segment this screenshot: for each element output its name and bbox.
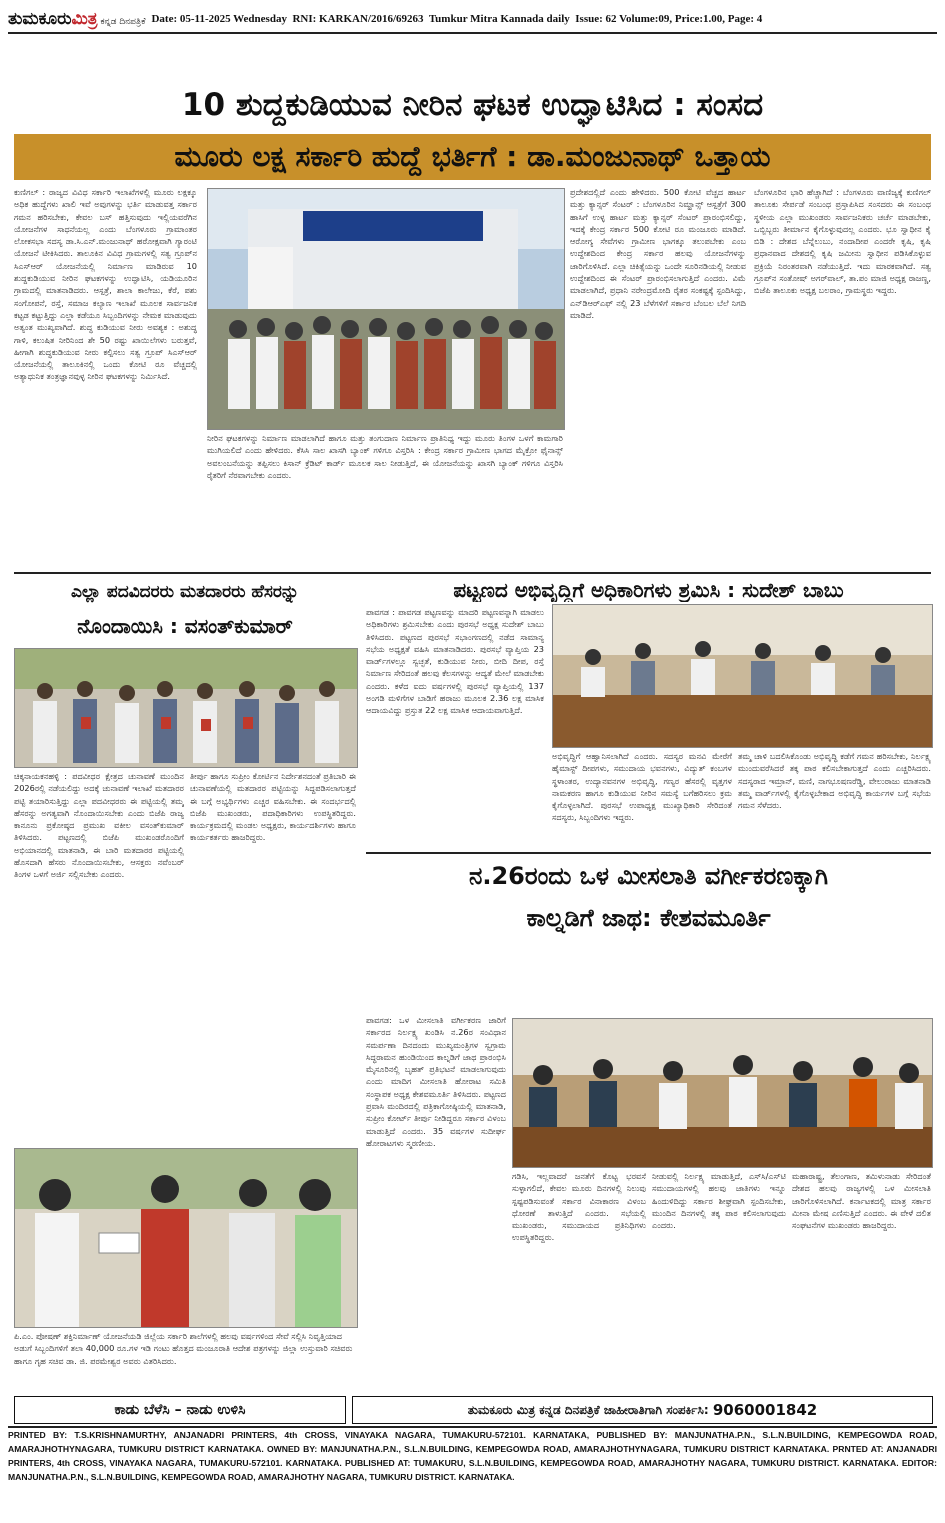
story2-headline-line1: ಎಲ್ಲಾ ಪದವಿದರರು ಮತದಾರರು ಹೆಸರನ್ನು [70, 582, 300, 602]
ad-text: ತುಮಕೂರು ಮಿತ್ರ ಕನ್ನಡ ದಿನಪತ್ರಿಕೆ ಜಾಹೀರಾತಿಗಾಗಿ ಸಂಪರ್ಕಿಸಿ: [467, 1402, 709, 1417]
story4-col2 [512, 1170, 646, 1390]
cheque-distribution-photo [14, 1148, 358, 1328]
story1-text-3: ಪ್ರದೇಶದಲ್ಲಿದೆ ಎಂದು ಹೇಳಿದರು. 500 ಕೋಟಿ ವೆಚ್ಚದ ಹಾರ್ಟ ಮತ್ತು ಕ್ಯಾನ್ಸರ್ ಸೆಂಟರ್ : ಬೆಂಗಳೂರಿನ ನಿಮ್ಹಾನ್ಸ್ ಆಸ್ಪತ್ರೆಗೆ 300 ಹಾಸಿಗೆ ಉಳ್ಳ ಹಾರ್ಟ ಮತ್ತು ಕ್ಯಾನ್ಸರ್ ಸೆಂಟರ್ ಪ್ರಾರಂಭಿಸಲಿದ್ದು, ಇದಕ್ಕೆ ಕೇಂದ್ರ ಸರ್ಕಾರ 500 ಕೋಟಿ ರೂ ಮಂಜೂರು ಮಾಡಿದೆ. ಆರೋಗ್ಯ ಸೇವೆಗಳು ಗ್ರಾಮೀಣ ಭಾಗಕ್ಕೂ ತಲುಪಬೇಕು ಎಂಬ ಉದ್ದೇಶದಿಂದ ಕೇಂದ್ರ ಸರ್ಕಾರ ಹಲವು ಯೋಜನೆಗಳನ್ನು ಜಾರಿಗೊಳಿಸಿದೆ. ಎಲ್ಲಾ ಚಿಕಿತ್ಸೆಯನ್ನು ಒಂದೇ ಸೂರಿನಡಿಯಲ್ಲಿ ನೀಡುವ ಉದ್ದೇಶದಿಂದ ಈ ಸೆಂಟರ್ ಪ್ರಾರಂಭಿಸಲಾಗುತ್ತಿದೆ ಎಂದರು. ವಿಮೆ ಮಾಡಲಾಗಿದೆ, ಪ್ರಧಾನಿ ನರೇಂದ್ರಮೋದಿ ರೈತರ ಸಂಕಷ್ಟಕ್ಕೆ ಸ್ಪಂದಿಸಿದ್ದು, ಎನ್‌ಡಿಆರ್‌ಎಫ್ ನಲ್ಲಿ 23 ಬೆಳೆಗಳಿಗೆ ಸರ್ಕಾರ ಬೆಂಬಲ ಬೆಲೆ ನಿಗದಿ ಮಾಡಿದೆ. [570, 187, 746, 320]
meeting-photo [552, 604, 933, 748]
story1-col3 [570, 186, 746, 568]
story4-headline-line2: ಕಾಲ್ನಡಿಗೆ ಜಾಥ: ಕೇಶವಮೂರ್ತಿ [526, 904, 771, 932]
story4-col4 [792, 1170, 931, 1390]
press-meet-photo [512, 1018, 933, 1168]
masthead-info [151, 13, 762, 25]
issue-date: Date: 05-11-2025 Wednesday [151, 13, 287, 25]
cheque-distribution-caption [14, 1330, 356, 1390]
imprint-line: PRINTED BY: T.S.KRISHNAMURTHY, ANJANADRI PRINTERS, 4th CROSS, VINAYAKA NAGARA, TUMAKURU-572101. KARNATAKA, PUBLISHED BY: MANJUNATHA.P.N., S.L.N.BUILDING, KEMPEGOWDA ROAD, AMARAJHOTHYNAGARA, TUMKURU DISTRICT KARNATAKA. OWNED BY: MANJUNATHA.P.N., S.L.N.BUILDING, KEMPEGOWDA ROAD, AMARAJHOTHYNAGARA, TUMKURU DISTRICT KARNATAKA. PRNTED AT: ANJANADRI PRINTERS, 4th CROSS, VINAYAKA NAGARA, TUMAKURU-572101. KARNATAKA. PUBLISHED AT: TUMAKURU, S.L.N.BUILDING, KEMPEGOWDA ROAD, AMARAJHOTHY NAGARA, TUMKURU DISTRICT. KARNATAKA. EDITOR: MANJUNATHA.P.N., S.L.N.BUILDING, KEMPEGOWDA ROAD, AMARAJHOTHY NAGARA, TUMKURU DISTRICT. KARNATAKA. [8, 1430, 937, 1482]
story1-text-2: ನೀರಿನ ಘಟಕಗಳನ್ನು ನಿರ್ಮಾಣ ಮಾಡಲಾಗಿದೆ ಹಾಗೂ ಮತ್ತು ತಂಗುದಾಣ ನಿರ್ಮಾಣ ಪ್ರಾತಿನಿಧ್ಯ ಇದ್ದು ಮೂರು ತಿಂಗಳ ಒಳಗೆ ಕಾಮಗಾರಿ ಮುಗಿಯಲಿದೆ ಎಂದು ಹೇಳಿದರು. ಕೆಸಿಸಿ ಸಾಲ ಖಾಸಗಿ ಬ್ಯಾಂಕ್ ಗಳಿಗೂ ವಿಸ್ತರಿಸಿ : ಕೇಂದ್ರ ಸರ್ಕಾರ ಗ್ರಾಮೀಣ ಭಾಗದ ಮೈಕ್ರೋ ಫೈನಾನ್ಸ್ ಅವಲಂಬನೆಯನ್ನು ತಪ್ಪಿಸಲು ಕಿಸಾನ್ ಕ್ರೆಡಿಟ್ ಕಾರ್ಡ್ ಮೂಲಕ ಸಾಲ ನೀಡುತ್ತಿದೆ, ಈ ಯೋಜನೆಯನ್ನು ಖಾಸಗಿ ಬ್ಯಾಂಕ್ ಗಳಿಗೂ ವಿಸ್ತರಿಸಿ ರೈತರಿಗೆ ನೆರವಾಗಬೇಕು ಎಂದರು. [207, 433, 563, 480]
story1-headline: 10 ಶುದ್ದಕುಡಿಯುವ ನೀರಿನ ಘಟಕ ಉದ್ಘಾಟಿಸಿದ : ಸಂಸದ [181, 87, 764, 123]
divider-1 [14, 572, 931, 574]
story3-headline: ಪಟ್ಟಣದ ಅಭಿವೃದ್ಧಿಗೆ ಅಧಿಕಾರಿಗಳು ಶ್ರಮಿಸಿ : ಸುದೇಶ್ ಬಾಬು [453, 578, 844, 602]
story1-col1 [14, 186, 197, 568]
story3-col1 [366, 606, 544, 849]
volume-number: Volume:09, [619, 13, 673, 25]
logo-main: ತುಮಕೂರು [8, 9, 72, 29]
story5-caption: ಪಿ.ಎಂ. ಪೋಷಣ್ ಶಕ್ತಿನಿರ್ಮಾಣ್ ಯೋಜನೆಯಡಿ ಜಿಲ್ಲೆಯ ಸರ್ಕಾರಿ ಶಾಲೆಗಳಲ್ಲಿ ಹಲವು ವರ್ಷಗಳಿಂದ ಸೇವೆ ಸಲ್ಲಿಸಿ ನಿವೃತ್ತಿಯಾದ ಅಡುಗೆ ಸಿಬ್ಬಂದಿಗಳಿಗೆ ತಲಾ 40,000 ರೂ.ಗಳ ಇಡಿ ಗಂಟು ಹೊತ್ತದ ಮಂಜೂರಾತಿ ಆದೇಶ ಪತ್ರಗಳನ್ನು ಜಿಲ್ಲಾ ಉಸ್ತುವಾರಿ ಸಚಿವರು ಹಾಗೂ ಗೃಹ ಸಚಿವ ಡಾ. ಜಿ. ಪರಮೇಶ್ವರ ಅವರು ವಿತರಿಸಿದರು. [14, 1331, 353, 1366]
voter-campaign-photo-illustration [15, 649, 357, 767]
story4-text-4: ಮಹಾರಾಷ್ಟ್ರ, ತೆಲಂಗಾಣ, ತಮಿಳುನಾಡು ಸೇರಿದಂತೆ ದೇಶದ ಹಲವು ರಾಜ್ಯಗಳಲ್ಲಿ ಒಳ ಮೀಸಲಾತಿ ಜಾರಿಗೊಳಿಸಲಾಗಿದೆ. ಕರ್ನಾಟಕದಲ್ಲಿ ಮಾತ್ರ ಸರ್ಕಾರ ಮೀನಾ ಮೇಷ ಎಣಿಸುತ್ತಿದೆ ಎಂದರು. ಈ ವೇಳೆ ದಲಿತ ಸಂಘಟನೆಗಳ ಮುಖಂಡರು ಹಾಜರಿದ್ದರು. [792, 1171, 931, 1231]
story3-text-1: ಪಾವಗಡ : ಪಾವಗಡ ಪಟ್ಟಣವನ್ನು ಮಾದರಿ ಪಟ್ಟಣವನ್ನಾಗಿ ಮಾಡಲು ಅಧಿಕಾರಿಗಳು ಶ್ರಮಿಸಬೇಕು ಎಂದು ಪುರಸಭೆ ಅಧ್ಯಕ್ಷ ಸುದೇಶ್ ಬಾಬು ತಿಳಿಸಿದರು. ಪಟ್ಟಣದ ಪುರಸಭೆ ಸಭಾಂಗಣದಲ್ಲಿ ನಡೆದ ಸಾಮಾನ್ಯ ಸಭೆಯ ಅಧ್ಯಕ್ಷತೆ ವಹಿಸಿ ಮಾತನಾಡಿದರು. ಪುರಸಭೆ ವ್ಯಾಪ್ತಿಯ 23 ವಾರ್ಡ್‌ಗಳಲ್ಲೂ ಸ್ವಚ್ಛತೆ, ಕುಡಿಯುವ ನೀರು, ಬೀದಿ ದೀಪ, ರಸ್ತೆ ನಿರ್ಮಾಣ ಸೇರಿದಂತೆ ಹಲವು ಕೆಲಸಗಳನ್ನು ಆದ್ಯತೆ ಮೇಲೆ ಮಾಡಬೇಕು ಎಂದರು. ಕಳೆದ ಐದು ವರ್ಷಗಳಲ್ಲಿ ಪುರಸಭೆ ವ್ಯಾಪ್ತಿಯಲ್ಲಿ 137 ಅಂಗಡಿ ಮಳಿಗೆಗಳ ಬಾಡಿಗೆ ಹರಾಜು ಮೂಲಕ 2.36 ಲಕ್ಷ ಮಾಸಿಕ ಆದಾಯವಿದ್ದು ಪ್ರಸ್ತುತ 22 ಲಕ್ಷ ಮಾಸಿಕ ಆದಾಯವಾಗುತ್ತಿದೆ. [366, 607, 544, 716]
issue-number: Issue: 62 [575, 13, 617, 25]
story2-text-2: ತೀರ್ಪು ಹಾಗೂ ಸುಪ್ರೀಂ ಕೋರ್ಟಿನ ನಿರ್ದೇಶನದಂತೆ ಪ್ರತಿಬಾರಿ ಈ ಚುನಾವಣೆಯಲ್ಲಿ ಮತದಾರರ ಪಟ್ಟಿಯನ್ನು ಸಿದ್ದಪಡಿಸಲಾಗುತ್ತದೆ ಈ ಬಗ್ಗೆ ಅಭ್ಯರ್ಥಿಗಳು ಎಚ್ಚರ ವಹಿಸಬೇಕು. ಈ ಸಂದರ್ಭದಲ್ಲಿ ಬಿಜೆಪಿ ಮುಖಂಡರು, ಪದಾಧಿಕಾರಿಗಳು ಉಪಸ್ಥಿತರಿದ್ದರು. ಕಾರ್ಯಕ್ರಮದಲ್ಲಿ ಮಂಡಲ ಅಧ್ಯಕ್ಷರು, ಕಾರ್ಯದರ್ಶಿಗಳು ಹಾಗೂ ಕಾರ್ಯಕರ್ತರು ಹಾಜರಿದ್ದರು. [190, 771, 356, 843]
slogan-text: ಕಾಡು ಬೆಳೆಸಿ – ನಾಡು ಉಳಿಸಿ [114, 1402, 246, 1418]
story2-col1 [14, 770, 184, 1144]
story1-col2 [207, 432, 563, 568]
press-meet-photo-illustration [513, 1019, 932, 1167]
slogan-box [14, 1396, 346, 1424]
story2-headline-line2: ನೊಂದಾಯಿಸಿ : ವಸಂತ್‌ಕುಮಾರ್ [77, 614, 293, 638]
story2-text-1: ಚಿಕ್ಕನಾಯಕನಹಳ್ಳಿ : ಪದವೀಧರ ಕ್ಷೇತ್ರದ ಚುನಾವಣೆ ಮುಂದಿನ 2026ರಲ್ಲಿ ನಡೆಯಲಿದ್ದು ಅದಕ್ಕೆ ಚುನಾವಣೆ ಇಲಾಖೆ ಮತದಾರರ ಪಟ್ಟಿ ತಯಾರಿಸುತ್ತಿದ್ದು ಎಲ್ಲಾ ಪದವೀಧರರು ಈ ಪಟ್ಟಿಯಲ್ಲಿ ತಮ್ಮ ಹೆಸರನ್ನು ಅಗತ್ಯವಾಗಿ ನೊಂದಾಯಿಸಬೇಕು ಎಂದು ಬಿಜೆಪಿ ರಾಜ್ಯ ಕಾನೂನು ಪ್ರಕೋಷ್ಠದ ಪ್ರಮುಖ ವಕೀಲ ವಸಂತ್‌ಕುಮಾರ್ ತಿಳಿಸಿದರು. ಪಟ್ಟಣದಲ್ಲಿ ಬಿಜೆಪಿ ಮುಖಂಡರೊಂದಿಗೆ ಅಭಿಯಾನದಲ್ಲಿ ಮಾತನಾಡಿ, ಈ ಬಾರಿ ಮತದಾರರ ಪಟ್ಟಿಯಲ್ಲಿ ಹೊಸದಾಗಿ ಹೆಸರು ನೊಂದಾಯಿಸಬೇಕು, ಆಸಕ್ತರು ನವೆಂಬರ್ ತಿಂಗಳ ಒಳಗೆ ಅರ್ಜಿ ಸಲ್ಲಿಸಬೇಕು ಎಂದರು. [14, 771, 184, 880]
ad-box [352, 1396, 933, 1424]
story4-col3 [652, 1170, 786, 1390]
voter-campaign-photo [14, 648, 358, 768]
rni-number: RNI: KARKAN/2016/69263 [292, 13, 424, 25]
story1-text-1: ಕುಣಿಗಲ್ : ರಾಜ್ಯದ ವಿವಿಧ ಸರ್ಕಾರಿ ಇಲಾಖೆಗಳಲ್ಲಿ ಮೂರು ಲಕ್ಷಕ್ಕೂ ಅಧಿಕ ಹುದ್ದೆಗಳು ಖಾಲಿ ಇವೆ ಅವುಗಳನ್ನು ಭರ್ತಿ ಮಾಡುವತ್ತ ಸರ್ಕಾರ ಗಮನ ಹರಿಸಬೇಕು, ಕೇವಲ ಬಸ್ ಹತ್ತಿಸುವುದು ಇಲ್ಲಿಯವರೆಗಿನ ಯೋಜನೆಗಳ ಸಾಧನೆಯಲ್ಲ ಎಂದು ಬೆಂಗಳೂರು ಗ್ರಾಮಾಂತರ ಲೋಕಸಭಾ ಸದಸ್ಯ ಡಾ.ಸಿ.ಎನ್.ಮಂಜುನಾಥ್ ಹರೋಕ್ಷವಾಗಿ ಗ್ಯಾರಂಟಿ ಯೋಜನೆ ಟೀಕಿಸಿದರು. ತಾಲೂಕಿನ ವಿವಿಧ ಗ್ರಾಮಗಳಲ್ಲಿ ಸತ್ವ ಗ್ರೂಪ್‌ನ ಸಿಎಸ್‌ಆರ್ ಯೋಜನೆಯಲ್ಲಿ ನಿರ್ಮಾಣ ಮಾಡಿರುವ 10 ಶುದ್ದಕುಡಿಯುವ ನೀರಿನ ಘಟಕಗಳನ್ನು ಉದ್ಘಾಟಿಸಿ, ಯಡಿಯೂರಿನ ಗ್ರಾಮದಲ್ಲಿ ಮಾತನಾಡಿದರು. ಆಸ್ಪತ್ರೆ, ಶಾಲಾ ಕಾಲೇಜು, ಕೆರೆ, ಪಶು ಸಂಗೋಪನೆ, ರಸ್ತೆ, ಸಮಾಜ ಕಲ್ಯಾಣ ಇಲಾಖೆ ಮೂಲಕ ಸಾರ್ವಜನಿಕ ಕಟ್ಟಡ ಕಟ್ಟುತ್ತಿದ್ದು ಎಲ್ಲಾ ಕಡೆಯೂ ಸಿಬ್ಬಂದಿಗಳನ್ನು ನೇಮಕ ಮಾಡುವುದು ಅತ್ಯಂತ ಮುಖ್ಯವಾಗಿದೆ. ಶುದ್ಧ ಕುಡಿಯುವ ನೀರು ಅವಶ್ಯಕ : ಅಶುದ್ಧ ಗಾಳಿ, ಕಲುಷಿತ ನೀರಿನಿಂದ ಶೇ 50 ರಷ್ಟು ಖಾಯಿಲೆಗಳು ಬರುತ್ತವೆ, ಹೀಗಾಗಿ ಶುದ್ಧಕುಡಿಯುವ ನೀರು ಕಲ್ಪಿಸಲು ಸತ್ವ ಗ್ರೂಪ್ ಸಿಎಸ್‌ಆರ್ ಯೋಜನೆಯಲ್ಲಿ ತಾಲೂಕಿನಲ್ಲಿ ಒಂದು ಕೋಟಿ ರೂ ವೆಚ್ಚದಲ್ಲಿ ಅತ್ಯಾಧುನಿಕ ತಂತ್ರಜ್ಞಾನವುಳ್ಳ ನೀರಿನ ಘಟಕಗಳನ್ನು ನಿರ್ಮಿಸಿದೆ. [14, 187, 197, 382]
story4-text-3: ನೀಡುವಲ್ಲಿ ನಿರ್ಲಕ್ಷ್ಯ ಮಾಡುತ್ತಿದೆ, ಎಸ್‌ಸಿ/ಎಸ್‌ಟಿ ಸಮುದಾಯಗಳಲ್ಲಿ ಹಲವು ಜಾತಿಗಳು ಇನ್ನೂ ಹಿಂದುಳಿದಿದ್ದು ಸರ್ಕಾರ ಶೀಘ್ರವಾಗಿ ಸ್ಪಂದಿಸಬೇಕು, ಮುಂದಿನ ದಿನಗಳಲ್ಲಿ ತಕ್ಕ ಪಾಠ ಕಲಿಸಲಾಗುವುದು ಎಂದರು. [652, 1171, 786, 1231]
masthead-logo [8, 9, 145, 29]
price: Price:1.00, [674, 13, 726, 25]
paper-name: Tumkur Mitra Kannada daily [428, 13, 570, 25]
story1-banner: ಮೂರು ಲಕ್ಷ ಸರ್ಕಾರಿ ಹುದ್ದೆ ಭರ್ತಿಗೆ : ಡಾ.ಮಂಜುನಾಥ್ ಒತ್ತಾಯ [14, 134, 931, 180]
story2-col2 [190, 770, 356, 1144]
story1-col4 [754, 186, 931, 568]
page-number: Page: 4 [727, 13, 763, 25]
story3-text-2: ಅಭಿವೃದ್ಧಿಗೆ ಆಹ್ವಾನಿಸಲಾಗಿದೆ ಎಂದರು. ಸದಸ್ಯರ ಮನವಿ ಮೇರೆಗೆ ಹೈಮಾಸ್ಟ್ ದೀಪಗಳು, ಸಮುದಾಯ ಭವನಗಳು, ವಿದ್ಯುತ್ ಕಂಬಗಳ ಸ್ಥಳಾಂತರ, ಉದ್ಯಾನವನಗಳ ಅಭಿವೃದ್ಧಿ, ಗಣ್ಯರ ಹೆಸರಲ್ಲಿ ವೃತ್ತಗಳ ನಾಮಕರಣ ಹಾಗೂ ಕುಡಿಯುವ ನೀರಿನ ಸಮಸ್ಯೆ ಬಗೆಹರಿಸಲು ಕ್ರಮ ಕೈಗೊಳ್ಳಲಾಗಿದೆ. ಪುರಸಭೆ ಉಪಾಧ್ಯಕ್ಷ ಮುಖ್ಯಾಧಿಕಾರಿ ಸೇರಿದಂತೆ ಸದಸ್ಯರು, ಸಿಬ್ಬಂದಿಗಳು ಇದ್ದರು. [552, 751, 732, 823]
masthead [8, 6, 937, 34]
logo-accent: ಮಿತ್ರ [71, 9, 98, 29]
meeting-photo-illustration [553, 605, 932, 747]
story4-text-2: ಗಡಿಸಿ, ಇಲ್ಲವಾದರೆ ಜನತೆಗೆ ಕೊಟ್ಟ ಭರವಸೆ ಸುಳ್ಳಾಗಲಿದೆ, ಕೇವಲ ಮೂರು ದಿನಗಳಲ್ಲಿ ನಿಲುವು ಸ್ಪಷ್ಟಪಡಿಸುವಂತೆ ಸರ್ಕಾರ ವಿನಾಕಾರಣ ವಿಳಂಬ ಧೋರಣೆ ತಾಳುತ್ತಿದೆ ಎಂದರು. ಸಭೆಯಲ್ಲಿ ಮುಖಂಡರು, ಸಮುದಾಯದ ಪ್ರತಿನಿಧಿಗಳು ಉಪಸ್ಥಿತರಿದ್ದರು. [512, 1171, 646, 1243]
water-plant-photo-illustration [208, 189, 564, 429]
story3-text-3: ತಮ್ಮ ಚಾಳಿ ಬದಲಿಸಿಕೊಂಡು ಅಭಿವೃದ್ಧಿ ಕಡೆಗೆ ಗಮನ ಹರಿಸಬೇಕು, ನಿರ್ಲಕ್ಷ್ಯ ಮುಂದುವರೆಸಿದರೆ ತಕ್ಕ ಪಾಠ ಕಲಿಸಬೇಕಾಗುತ್ತದೆ ಎಂದು ಎಚ್ಚರಿಸಿದರು. ಸದಸ್ಯರಾದ ಇಮ್ರಾನ್, ಮಣಿ, ನಾಗಭೂಷಣರೆಡ್ಡಿ, ವೇಲುರಾಜು ಮಾತನಾಡಿ ತಮ್ಮ ವಾರ್ಡ್‌ಗಳಲ್ಲಿ ಕೈಗೊಳ್ಳಬೇಕಾದ ಅಭಿವೃದ್ಧಿ ಕಾರ್ಯಗಳ ಬಗ್ಗೆ ಸಭೆಯ ಗಮನ ಸೆಳೆದರು. [738, 751, 931, 811]
story4-col1 [366, 1014, 506, 1390]
divider-2 [366, 852, 931, 854]
cheque-distribution-photo-illustration [15, 1149, 357, 1327]
ad-phone: 9060001842 [712, 1401, 818, 1419]
logo-sub: ಕನ್ನಡ ದಿನಪತ್ರಿಕೆ [100, 17, 146, 27]
story4-headline-line1: ನ.26ರಂದು ಒಳ ಮೀಸಲಾತಿ ವರ್ಗೀಕರಣಕ್ಕಾಗಿ [469, 862, 828, 890]
story3-col2 [552, 750, 732, 849]
story4-text-1: ಪಾವಗಡ: ಒಳ ಮೀಸಲಾತಿ ವರ್ಗೀಕರಣ ಜಾರಿಗೆ ಸರ್ಕಾರದ ನಿರ್ಲಕ್ಷ್ಯ ಖಂಡಿಸಿ ನ.26ರ ಸಂವಿಧಾನ ಸಮರ್ಪಣಾ ದಿನದಂದು ಮುಖ್ಯಮಂತ್ರಿಗಳ ಸ್ವಗ್ರಾಮ ಸಿದ್ಧರಾಮನ ಹುಂಡಿಯಿಂದ ಕಾಲ್ನಡಿಗೆ ಜಾಥ ಪ್ರಾರಂಭಿಸಿ ಮೈಸೂರಿನಲ್ಲಿ ಬೃಹತ್ ಪ್ರತಿಭಟನೆ ಮಾಡಲಾಗುವುದು ಎಂದು ಮಾದಿಗ ಮೀಸಲಾತಿ ಹೋರಾಟ ಸಮಿತಿ ಸಂಸ್ಥಾಪಕ ಅಧ್ಯಕ್ಷ ಕೇಶವಮೂರ್ತಿ ತಿಳಿಸಿದರು. ಪಟ್ಟಣದ ಪ್ರವಾಸಿ ಮಂದಿರದಲ್ಲಿ ಪತ್ರಿಕಾಗೋಷ್ಠಿಯಲ್ಲಿ ಮಾತನಾಡಿ, ಸುಪ್ರೀಂ ಕೋರ್ಟ್ ತೀರ್ಪು ನೀಡಿದ್ದರೂ ಸರ್ಕಾರ ವಿಳಂಬ ಮಾಡುತ್ತಿದೆ ಎಂದರು. 35 ವರ್ಷಗಳ ಸುದೀರ್ಘ ಹೋರಾಟಗಳು ಸ್ಮರಣೀಯ. [366, 1015, 506, 1148]
story1-text-4: ಬೆಂಗಳೂರಿನ ಭಾರಿ ಹೆಚ್ಚಾಗಿದೆ : ಬೆಂಗಳೂರು ವಾಣಿಜ್ಯಕ್ಕೆ ಕುಣಿಗಲ್ ತಾಲೂಕು ಸೇರ್ಪಡೆ ಸಂಬಂಧ ಪ್ರಸ್ತಾಪಿಸಿದ ಸಂಸದರು ಈ ಸಂಬಂಧ ಸ್ಥಳೀಯ ಎಲ್ಲಾ ಮುಖಂಡರು ಸಾರ್ವಜನಿಕರು ಚರ್ಚೆ ಮಾಡಬೇಕು, ಒಬ್ಬಿಬ್ಬರು ತೀರ್ಮಾನ ಕೈಗೊಳ್ಳುವುದಲ್ಲ ಎಂದರು. ಭೂ ಸ್ವಾಧೀನ ಕೈ ಬಿಡಿ : ದೇಶದ ಬೆನ್ನೆಲುಬು, ನಂದಾದೀಪ ಎಂದರೇ ಕೃಷಿ, ಕೃಷಿ ಪ್ರಧಾನವಾದ ದೇಶದಲ್ಲಿ ಕೃಷಿ ಜಮೀನು ಸ್ವಾಧೀನ ಪಡಿಸಿಕೊಳ್ಳುವ ಪ್ರಕ್ರಿಯೆ ನಿರಂತರವಾಗಿ ನಡೆಯುತ್ತಿದೆ. ಇದು ಮಾರಕವಾಗಿದೆ. ಸತ್ವ ಗ್ರೂಪ್‌ನ ಸಂತೋಷ್ ಅಗರ್‌ವಾಲ್, ತಾ.ಪಂ ಮಾಜಿ ಅಧ್ಯಕ್ಷ ರಾಜಣ್ಣ, ಬಿಜೆಪಿ ತಾಲೂಕು ಅಧ್ಯಕ್ಷ ಬಲರಾಂ, ಗ್ರಾಮಸ್ಥರು ಇದ್ದರು. [754, 187, 931, 296]
water-plant-photo [207, 188, 565, 430]
story3-col3 [738, 750, 931, 849]
